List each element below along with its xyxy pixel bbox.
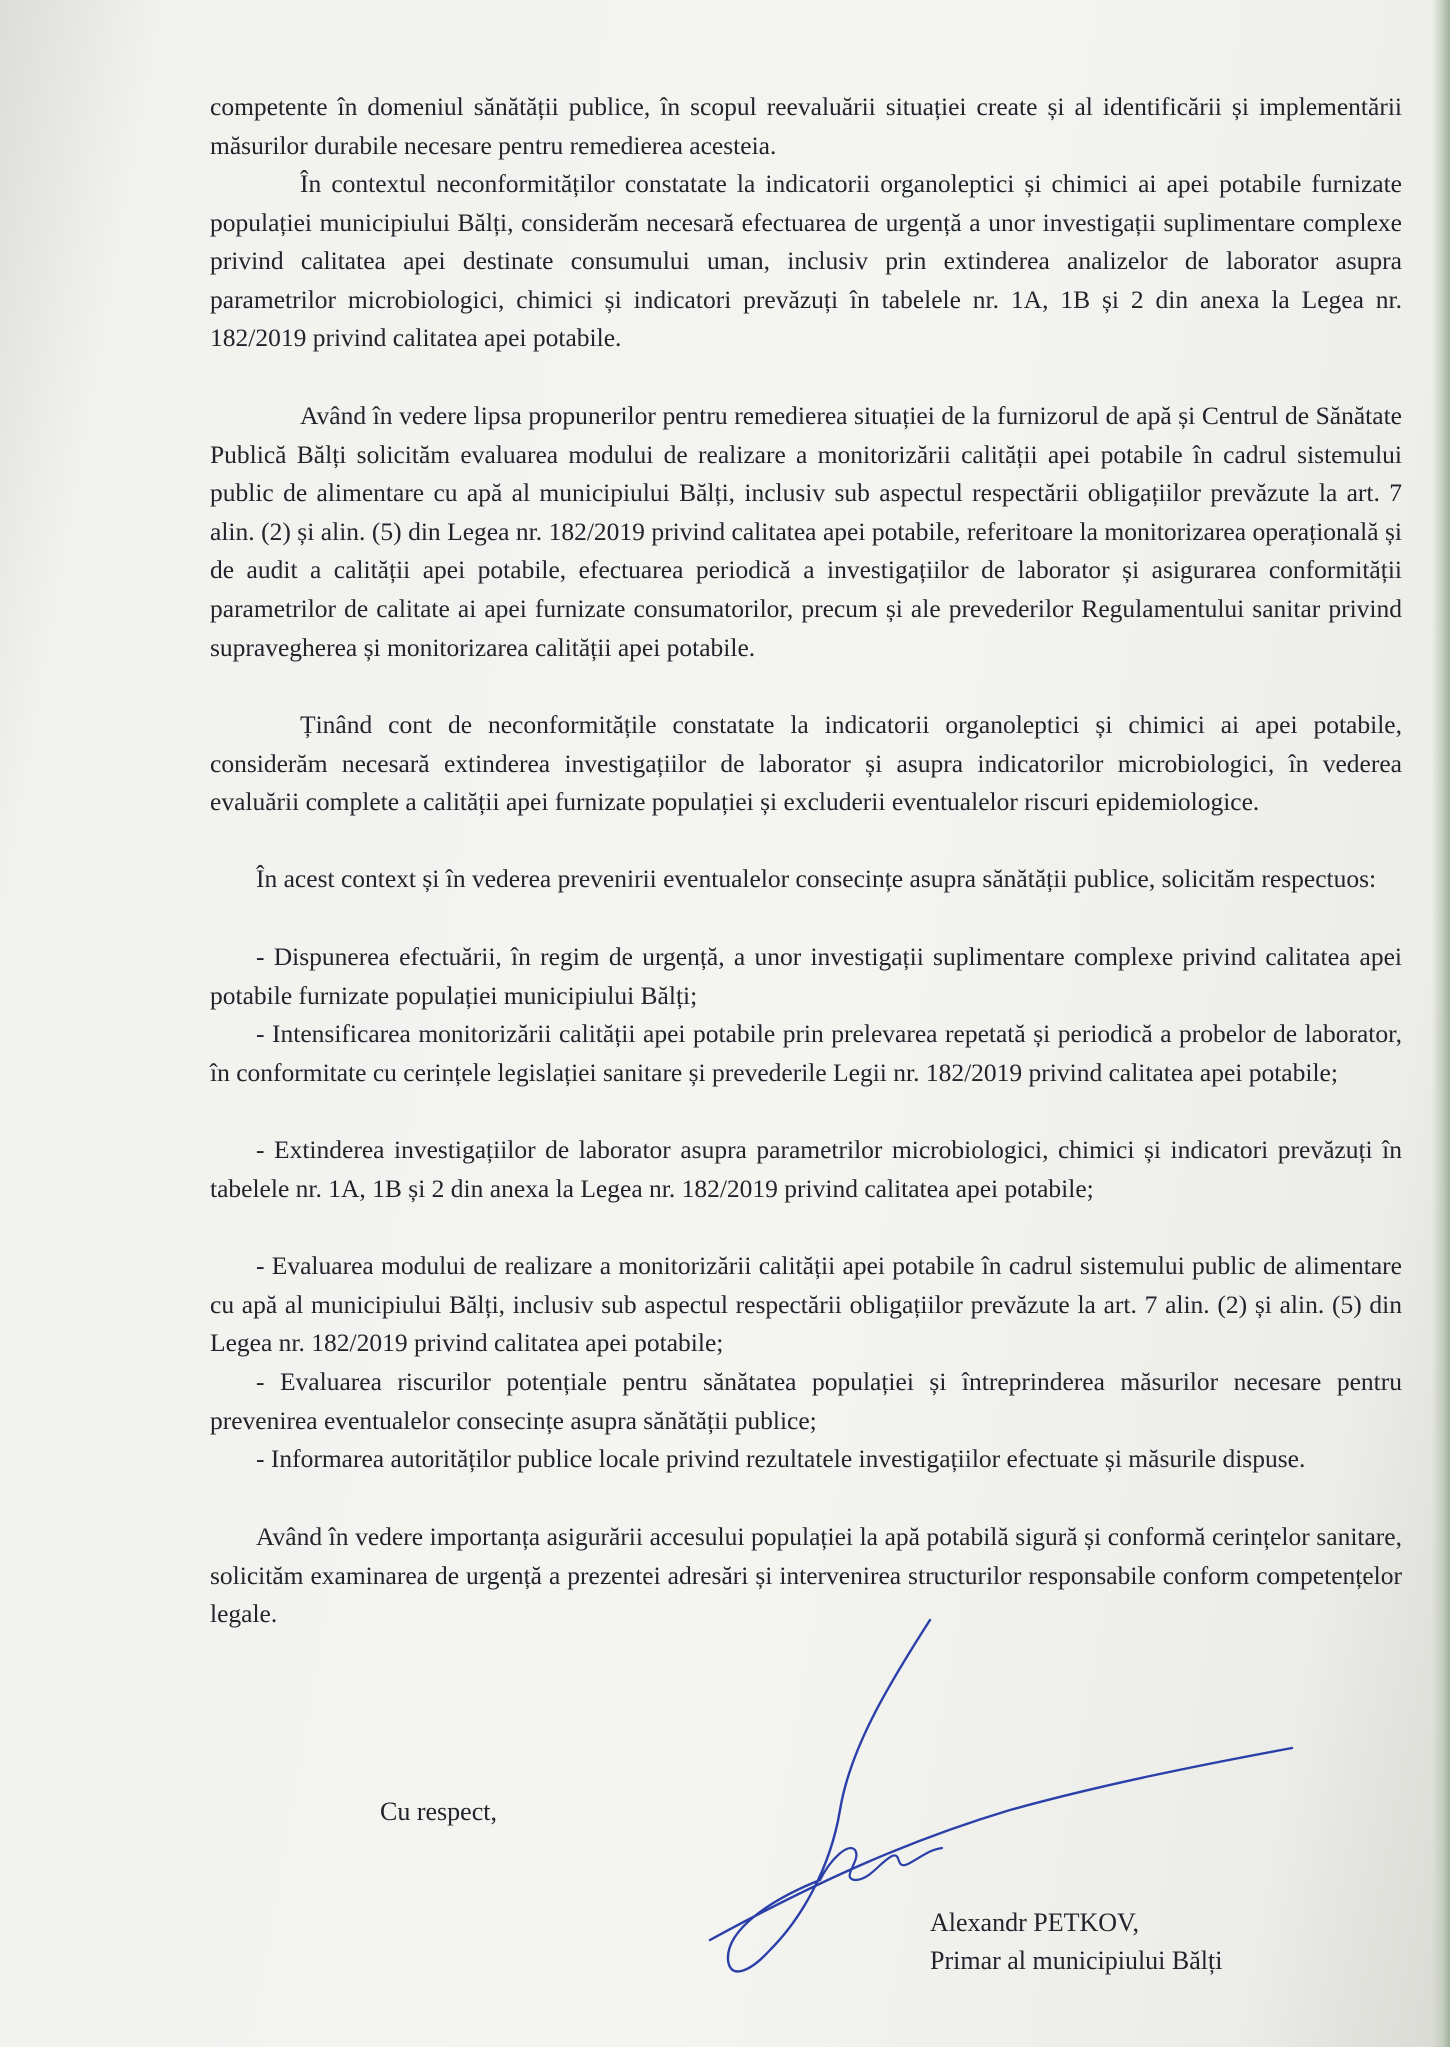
list-item-extend-lab-investigations: - Extinderea investigațiilor de laborator asupra parametrilor microbiologici, chimici și indicatori prevăzuți în tabelele nr. 1A, 1B și 2 din anexa la Legea nr. 182/2019 privind calitatea apei potabile; <box>210 1135 1402 1203</box>
paragraph-conclusion: Având în vedere importanța asigurării accesului populației la apă potabilă sigură și conformă cerințelor sanitare, solicităm examinarea de urgență a prezentei adresări și intervenirea structurilor responsabile conform competențelor legale. <box>210 1522 1402 1629</box>
paragraph-request-evaluation: Având în vedere lipsa propunerilor pentru remedierea situației de la furnizorul de apă și Centrul de Sănătate Publică Bălți solicităm evaluarea modului de realizare a monitorizării calității apei potabile în cadrul sistemului public de alimentare cu apă al municipiului Bălți, inclusiv sub aspectul respectării obligațiilor prevăzute la art. 7 alin. (2) și alin. (5) din Legea nr. 182/2019 privind calitatea apei potabile, referitoare la monitorizarea operațională și de audit a calității apei potabile, efectuarea periodică a investigațiilor de laborator și asigurarea conformității parametrilor de calitate ai apei furnizate consumatorilor, precum și ale prevederilor Regulamentului sanitar privind supravegherea și monitorizarea calității apei potabile. <box>210 401 1402 662</box>
paper-edge-shadow <box>1432 0 1450 2047</box>
list-item-urgent-investigations: - Dispunerea efectuării, în regim de urgență, a unor investigații suplimentare complexe privind calitatea apei potabile furnizate populației municipiului Bălți; <box>210 942 1402 1010</box>
list-item-intensify-monitoring: - Intensificarea monitorizării calității apei potabile prin prelevarea repetată și periodică a probelor de laborator, în conformitate cu cerințele legislației sanitare și prevederile Legii nr. 182/2019 privind calitatea apei potabile; <box>210 1019 1402 1087</box>
closing-salutation: Cu respect, <box>380 1797 497 1826</box>
paragraph-intro: competente în domeniul sănătății publice, în scopul reevaluării situației create și al identificării și implementării măsurilor durabile necesare pentru remedierea acesteia. <box>210 92 1402 160</box>
paragraph-context: În contextul neconformităților constatate la indicatorii organoleptici și chimici ai apei potabile furnizate populației municipiului Bălți, considerăm necesară efectuarea de urgență a unor investigații suplimentare complexe privind calitatea apei destinate consumului uman, inclusiv prin extinderea analizelor de laborator asupra parametrilor microbiologici, chimici și indicatori prevăzuți în tabelele nr. 1A, 1B și 2 din anexa la Legea nr. 182/2019 privind calitatea apei potabile. <box>210 169 1402 353</box>
paragraph-extension: Ținând cont de neconformitățile constatate la indicatorii organoleptici și chimici ai apei potabile, considerăm necesară extinderea investigațiilor de laborator și asupra indicatorilor microbiologici, în vederea evaluării complete a calității apei furnizate populației și excluderii eventualelor riscuri epidemiologice. <box>210 710 1402 817</box>
list-item-inform-authorities: - Informarea autorităților publice locale privind rezultatele investigațiilor efectuate și măsurile dispuse. <box>256 1444 1306 1473</box>
list-item-evaluate-monitoring: - Evaluarea modului de realizare a monitorizării calității apei potabile în cadrul sistemului public de alimentare cu apă al municipiului Bălți, inclusiv sub aspectul respectării obligațiilor prevăzute la art. 7 alin. (2) și alin. (5) din Legea nr. 182/2019 privind calitatea apei potabile; <box>210 1251 1402 1358</box>
list-item-evaluate-risks: - Evaluarea riscurilor potențiale pentru sănătatea populației și întreprinderea măsurilor necesare pentru prevenirea eventualelor consecințe asupra sănătății publice; <box>210 1367 1402 1435</box>
paragraph-solicitation-intro: În acest context și în vederea prevenirii eventualelor consecințe asupra sănătății publice, solicităm respectuos: <box>256 864 1377 893</box>
signer-name: Alexandr PETKOV, <box>930 1908 1139 1937</box>
signer-title: Primar al municipiului Bălți <box>930 1946 1223 1975</box>
